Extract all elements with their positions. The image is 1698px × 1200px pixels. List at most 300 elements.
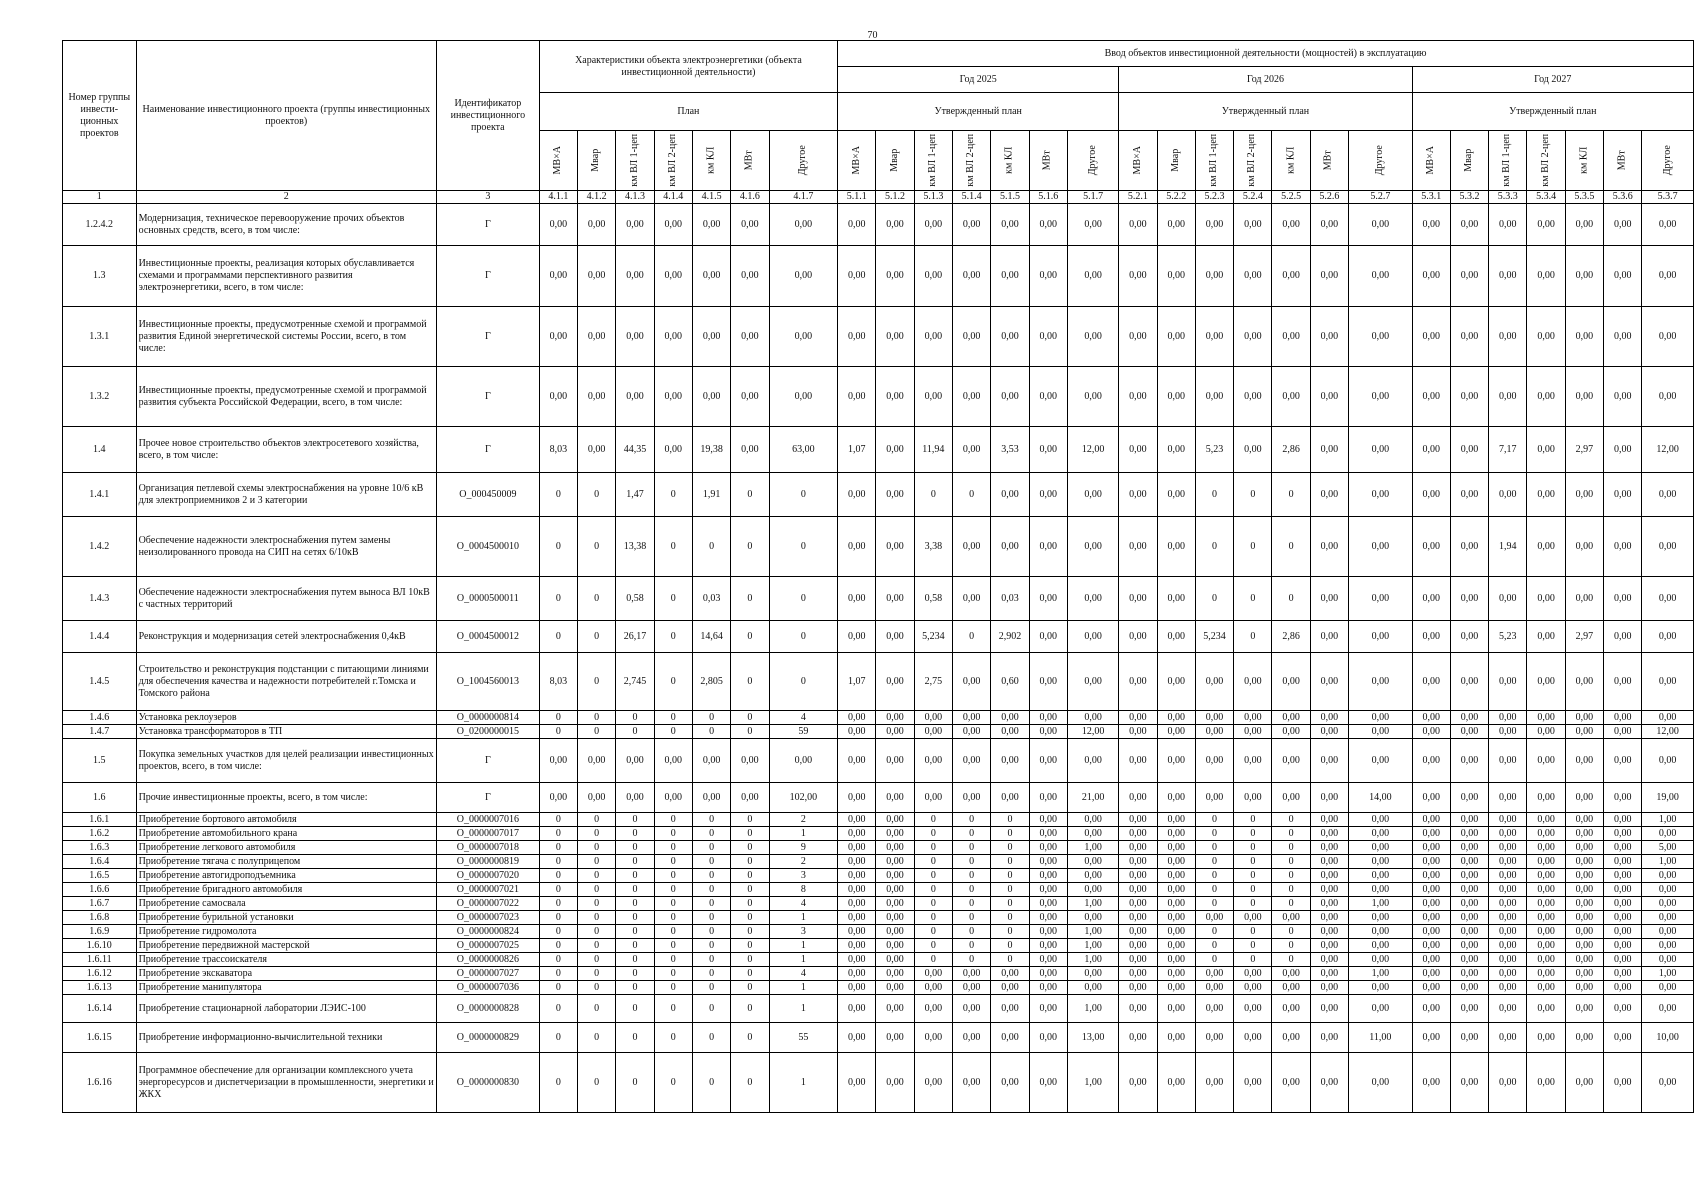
column-number: 5.3.3: [1489, 191, 1527, 204]
value-cell: 0,00: [1067, 473, 1118, 517]
value-cell: 4: [769, 967, 838, 981]
value-cell: 0,00: [1604, 473, 1642, 517]
value-cell: 0,00: [1642, 953, 1694, 967]
value-cell: 1: [769, 953, 838, 967]
value-cell: 0,00: [1565, 711, 1603, 725]
value-cell: 0: [616, 995, 654, 1023]
value-cell: 0,00: [1527, 725, 1565, 739]
value-cell: 0,00: [1029, 517, 1067, 577]
value-cell: 0,00: [953, 783, 991, 813]
value-cell: 0: [578, 841, 616, 855]
value-cell: 11,94: [914, 427, 952, 473]
value-cell: 0,00: [1195, 995, 1233, 1023]
value-cell: 0,00: [953, 427, 991, 473]
value-cell: 0,00: [914, 995, 952, 1023]
unit-header-cell: [1029, 131, 1067, 191]
project-name-cell: Приобретение стационарной лаборатории ЛЭИС-100: [136, 995, 436, 1023]
value-cell: 0,00: [1565, 307, 1603, 367]
value-cell: 0,00: [1527, 577, 1565, 621]
value-cell: 0,00: [1157, 855, 1195, 869]
value-cell: 0,00: [1195, 246, 1233, 307]
header-approved-plan-2027: Утвержденный план: [1412, 93, 1693, 131]
value-cell: 0: [654, 473, 692, 517]
value-cell: 5,234: [1195, 621, 1233, 653]
value-cell: 0,00: [1195, 307, 1233, 367]
value-cell: 0,00: [1272, 653, 1310, 711]
project-name-cell: Установка трансформаторов в ТП: [136, 725, 436, 739]
value-cell: 0,00: [1412, 855, 1450, 869]
value-cell: 0,00: [953, 367, 991, 427]
value-cell: 0: [539, 925, 577, 939]
value-cell: 0: [914, 897, 952, 911]
project-name-cell: Приобретение самосвала: [136, 897, 436, 911]
unit-header-cell: [1310, 131, 1348, 191]
table-header: [63, 41, 1694, 204]
value-cell: 0: [731, 855, 769, 869]
value-cell: 0,00: [1157, 813, 1195, 827]
value-cell: 0,00: [1565, 841, 1603, 855]
value-cell: 0,00: [1527, 1053, 1565, 1113]
value-cell: 0,00: [1527, 841, 1565, 855]
value-cell: 0: [731, 473, 769, 517]
value-cell: 0,00: [1310, 883, 1348, 897]
value-cell: 0,00: [1565, 869, 1603, 883]
value-cell: 0,00: [1157, 939, 1195, 953]
column-number: 3: [436, 191, 539, 204]
value-cell: 0,00: [1527, 246, 1565, 307]
value-cell: 0,00: [1119, 939, 1157, 953]
group-number-cell: 1.6.1: [63, 813, 137, 827]
value-cell: 0,00: [654, 427, 692, 473]
value-cell: 1,00: [1067, 925, 1118, 939]
value-cell: 0,00: [1119, 621, 1157, 653]
value-cell: 0: [953, 855, 991, 869]
value-cell: 0: [1272, 953, 1310, 967]
value-cell: 0: [731, 995, 769, 1023]
unit-label: МВт: [1041, 150, 1053, 171]
value-cell: 2,97: [1565, 621, 1603, 653]
value-cell: 0,00: [1310, 911, 1348, 925]
value-cell: 0: [1272, 813, 1310, 827]
value-cell: 0,00: [1489, 897, 1527, 911]
value-cell: 0,00: [1119, 953, 1157, 967]
value-cell: 0,00: [1527, 939, 1565, 953]
value-cell: 0,00: [991, 1053, 1029, 1113]
value-cell: 0,00: [1195, 911, 1233, 925]
value-cell: 0,00: [1157, 981, 1195, 995]
value-cell: 0: [1234, 883, 1272, 897]
unit-label: Другое: [1661, 145, 1673, 176]
value-cell: 0,00: [1527, 981, 1565, 995]
value-cell: 0: [731, 653, 769, 711]
value-cell: 0,00: [1565, 911, 1603, 925]
value-cell: 0: [769, 577, 838, 621]
table-row: [63, 427, 1694, 473]
value-cell: 0: [578, 869, 616, 883]
value-cell: 0: [731, 925, 769, 939]
value-cell: 0: [616, 953, 654, 967]
project-name-cell: Установка реклоузеров: [136, 711, 436, 725]
value-cell: 0: [769, 517, 838, 577]
column-number: 5.2.7: [1349, 191, 1413, 204]
unit-header-cell: [1412, 131, 1450, 191]
value-cell: 0,00: [1272, 995, 1310, 1023]
value-cell: 0: [692, 711, 730, 725]
value-cell: 0,00: [1310, 725, 1348, 739]
value-cell: 0: [616, 827, 654, 841]
project-name-cell: Обеспечение надежности электроснабжения путем выноса ВЛ 10кВ с частных территорий: [136, 577, 436, 621]
unit-label: км ВЛ 1-цеп: [1208, 134, 1220, 187]
value-cell: 0,00: [1349, 855, 1413, 869]
project-id-cell: Г: [436, 307, 539, 367]
value-cell: 0,00: [1310, 577, 1348, 621]
value-cell: 0,00: [1119, 827, 1157, 841]
value-cell: 0: [991, 869, 1029, 883]
value-cell: 0,00: [1565, 725, 1603, 739]
value-cell: 0: [731, 725, 769, 739]
value-cell: 0,00: [1450, 711, 1488, 725]
value-cell: 0,00: [1642, 869, 1694, 883]
value-cell: 0: [616, 869, 654, 883]
value-cell: 0: [731, 897, 769, 911]
unit-label: МВт: [1323, 150, 1335, 171]
value-cell: 0,00: [1604, 883, 1642, 897]
value-cell: 0,00: [914, 307, 952, 367]
value-cell: 0: [616, 813, 654, 827]
value-cell: 0: [578, 711, 616, 725]
value-cell: 0,00: [838, 783, 876, 813]
value-cell: 0,00: [1642, 827, 1694, 841]
value-cell: 0,00: [1450, 897, 1488, 911]
value-cell: 0: [539, 855, 577, 869]
value-cell: 0,00: [1565, 939, 1603, 953]
value-cell: 0,00: [1119, 577, 1157, 621]
table-row: [63, 841, 1694, 855]
value-cell: 0,00: [1157, 653, 1195, 711]
value-cell: 0,00: [1195, 653, 1233, 711]
value-cell: 0,00: [1604, 939, 1642, 953]
value-cell: 0,00: [1272, 204, 1310, 246]
value-cell: 0,00: [1119, 967, 1157, 981]
group-number-cell: 1.4: [63, 427, 137, 473]
value-cell: 0,00: [1310, 967, 1348, 981]
project-id-cell: О_0000000826: [436, 953, 539, 967]
unit-header-cell: [1119, 131, 1157, 191]
value-cell: 0,00: [1119, 911, 1157, 925]
value-cell: 0,00: [692, 783, 730, 813]
value-cell: 0: [1234, 869, 1272, 883]
unit-label: км КЛ: [1284, 146, 1296, 175]
value-cell: 0,00: [1604, 577, 1642, 621]
column-number: 4.1.6: [731, 191, 769, 204]
value-cell: 0,00: [1527, 367, 1565, 427]
unit-label: МВт: [1616, 150, 1628, 171]
value-cell: 0: [692, 967, 730, 981]
group-number-cell: 1.4.3: [63, 577, 137, 621]
value-cell: 0,00: [991, 367, 1029, 427]
value-cell: 0,00: [1310, 981, 1348, 995]
project-name-cell: Приобретение информационно-вычислительной техники: [136, 1023, 436, 1053]
value-cell: 0: [769, 621, 838, 653]
value-cell: 0,00: [1412, 995, 1450, 1023]
unit-label: км КЛ: [705, 146, 717, 175]
value-cell: 0: [578, 855, 616, 869]
value-cell: 0,00: [1489, 953, 1527, 967]
value-cell: 0,00: [1067, 307, 1118, 367]
value-cell: 0: [953, 621, 991, 653]
value-cell: 0,00: [1157, 307, 1195, 367]
value-cell: 0,00: [1642, 621, 1694, 653]
column-number: 5.2.4: [1234, 191, 1272, 204]
unit-header-cell: [1195, 131, 1233, 191]
value-cell: 0: [616, 883, 654, 897]
value-cell: 0,00: [1029, 473, 1067, 517]
project-id-cell: О_1004560013: [436, 653, 539, 711]
unit-header-cell: [1565, 131, 1603, 191]
value-cell: 0,00: [578, 783, 616, 813]
value-cell: 0,00: [1489, 1023, 1527, 1053]
value-cell: 0,00: [1029, 981, 1067, 995]
value-cell: 0,00: [1234, 967, 1272, 981]
value-cell: 0,00: [1119, 367, 1157, 427]
value-cell: 0,00: [1412, 897, 1450, 911]
value-cell: 0,00: [1029, 813, 1067, 827]
value-cell: 0,00: [1450, 1053, 1488, 1113]
value-cell: 0: [616, 981, 654, 995]
value-cell: 0,00: [1450, 967, 1488, 981]
value-cell: 0,00: [539, 246, 577, 307]
value-cell: 0,00: [1527, 897, 1565, 911]
value-cell: 0,00: [1119, 883, 1157, 897]
value-cell: 0,00: [1642, 739, 1694, 783]
project-name-cell: Приобретение экскаватора: [136, 967, 436, 981]
value-cell: 0: [578, 1053, 616, 1113]
value-cell: 1: [769, 911, 838, 925]
value-cell: 0: [654, 813, 692, 827]
value-cell: 0,00: [578, 246, 616, 307]
value-cell: 0,00: [1310, 653, 1348, 711]
value-cell: 0,00: [1604, 813, 1642, 827]
value-cell: 0,00: [654, 307, 692, 367]
group-number-cell: 1.6.2: [63, 827, 137, 841]
unit-label: МВт: [743, 150, 755, 171]
unit-header-cell: [1489, 131, 1527, 191]
value-cell: 0,00: [1450, 1023, 1488, 1053]
value-cell: 0,00: [1489, 883, 1527, 897]
value-cell: 0,00: [1067, 577, 1118, 621]
value-cell: 0,00: [1604, 953, 1642, 967]
value-cell: 0,00: [838, 367, 876, 427]
value-cell: 0: [654, 855, 692, 869]
value-cell: 0,00: [1157, 427, 1195, 473]
value-cell: 0: [539, 1053, 577, 1113]
value-cell: 0,00: [1067, 204, 1118, 246]
value-cell: 0,00: [876, 995, 914, 1023]
value-cell: 0: [914, 473, 952, 517]
value-cell: 0: [991, 855, 1029, 869]
value-cell: 0,00: [876, 246, 914, 307]
value-cell: 0,00: [1119, 925, 1157, 939]
value-cell: 0: [578, 1023, 616, 1053]
value-cell: 0,00: [1310, 827, 1348, 841]
value-cell: 0: [616, 1053, 654, 1113]
value-cell: 0: [692, 953, 730, 967]
value-cell: 0,00: [539, 367, 577, 427]
value-cell: 0,00: [1412, 246, 1450, 307]
project-name-cell: Инвестиционные проекты, предусмотренные схемой и программой развития субъекта Российской Федерации, всего, в том числе:: [136, 367, 436, 427]
value-cell: 0,00: [1450, 517, 1488, 577]
value-cell: 0,00: [1349, 204, 1413, 246]
value-cell: 8,03: [539, 653, 577, 711]
value-cell: 0,00: [1565, 995, 1603, 1023]
group-number-cell: 1.6.13: [63, 981, 137, 995]
value-cell: 0,03: [692, 577, 730, 621]
value-cell: 0: [616, 855, 654, 869]
table-row: [63, 855, 1694, 869]
value-cell: 0,00: [539, 739, 577, 783]
value-cell: 0,00: [616, 307, 654, 367]
value-cell: 0,00: [1349, 953, 1413, 967]
value-cell: 0,00: [876, 897, 914, 911]
value-cell: 0: [692, 883, 730, 897]
value-cell: 63,00: [769, 427, 838, 473]
value-cell: 0,00: [1234, 739, 1272, 783]
value-cell: 0: [654, 897, 692, 911]
value-cell: 0,00: [914, 783, 952, 813]
unit-header-cell: [876, 131, 914, 191]
value-cell: 0: [539, 577, 577, 621]
column-number: 5.1.3: [914, 191, 952, 204]
value-cell: 0,00: [991, 1023, 1029, 1053]
value-cell: 0,00: [1310, 711, 1348, 725]
value-cell: 0: [1272, 827, 1310, 841]
value-cell: 0: [1272, 883, 1310, 897]
table-row: [63, 711, 1694, 725]
column-number: 5.2.6: [1310, 191, 1348, 204]
value-cell: 0,00: [1565, 1053, 1603, 1113]
column-number: 5.2.1: [1119, 191, 1157, 204]
value-cell: 0,00: [1412, 427, 1450, 473]
value-cell: 0,00: [1604, 427, 1642, 473]
value-cell: 0,00: [1029, 995, 1067, 1023]
value-cell: 0: [654, 711, 692, 725]
value-cell: 0,00: [1527, 711, 1565, 725]
value-cell: 0,00: [1489, 711, 1527, 725]
value-cell: 0: [991, 883, 1029, 897]
column-number: 5.1.1: [838, 191, 876, 204]
value-cell: 0,00: [1565, 813, 1603, 827]
value-cell: 0: [578, 911, 616, 925]
unit-label: км ВЛ 2-цеп: [965, 134, 977, 187]
value-cell: 0: [578, 953, 616, 967]
value-cell: 11,00: [1349, 1023, 1413, 1053]
column-number: 5.1.4: [953, 191, 991, 204]
value-cell: 0,00: [1157, 841, 1195, 855]
value-cell: 0,00: [1310, 783, 1348, 813]
value-cell: 0,00: [838, 473, 876, 517]
column-number: 4.1.3: [616, 191, 654, 204]
value-cell: 0,00: [1489, 473, 1527, 517]
value-cell: 0,00: [1029, 827, 1067, 841]
value-cell: 0,00: [1119, 517, 1157, 577]
value-cell: 0,00: [1029, 653, 1067, 711]
value-cell: 0,00: [1310, 813, 1348, 827]
unit-header-cell: [953, 131, 991, 191]
value-cell: 0,00: [1067, 517, 1118, 577]
value-cell: 0,00: [1450, 869, 1488, 883]
value-cell: 0,00: [1067, 621, 1118, 653]
value-cell: 0: [654, 925, 692, 939]
value-cell: 0,00: [953, 653, 991, 711]
value-cell: 0,00: [991, 246, 1029, 307]
table-row: [63, 621, 1694, 653]
value-cell: 0,00: [1450, 855, 1488, 869]
value-cell: 0,00: [991, 981, 1029, 995]
value-cell: 0,00: [953, 995, 991, 1023]
value-cell: 0: [914, 925, 952, 939]
column-number: 5.3.2: [1450, 191, 1488, 204]
project-id-cell: О_0000007022: [436, 897, 539, 911]
value-cell: 0,00: [578, 367, 616, 427]
value-cell: 0,00: [1450, 739, 1488, 783]
unit-label: км ВЛ 2-цеп: [1246, 134, 1258, 187]
project-name-cell: Обеспечение надежности электроснабжения путем замены неизолированного провода на СИП на сетях 6/10кВ: [136, 517, 436, 577]
project-id-cell: Г: [436, 427, 539, 473]
value-cell: 0,00: [1450, 427, 1488, 473]
value-cell: 0,00: [1527, 855, 1565, 869]
value-cell: 0,00: [876, 725, 914, 739]
value-cell: 0: [578, 621, 616, 653]
value-cell: 0,00: [1565, 653, 1603, 711]
value-cell: 1,00: [1067, 995, 1118, 1023]
value-cell: 0: [539, 995, 577, 1023]
value-cell: 0: [914, 953, 952, 967]
value-cell: 0,00: [838, 1023, 876, 1053]
value-cell: 0,00: [1565, 473, 1603, 517]
value-cell: 0,00: [1642, 1053, 1694, 1113]
value-cell: 0,00: [953, 1053, 991, 1113]
value-cell: 0,00: [876, 473, 914, 517]
value-cell: 1: [769, 995, 838, 1023]
value-cell: 0,00: [914, 204, 952, 246]
value-cell: 0: [731, 1023, 769, 1053]
value-cell: 0,00: [1234, 307, 1272, 367]
value-cell: 0: [654, 517, 692, 577]
value-cell: 0,00: [991, 739, 1029, 783]
value-cell: 0,00: [1412, 981, 1450, 995]
value-cell: 0,00: [539, 307, 577, 367]
value-cell: 0,00: [1604, 855, 1642, 869]
value-cell: 0,00: [876, 953, 914, 967]
value-cell: 0: [616, 911, 654, 925]
project-id-cell: О_0004500010: [436, 517, 539, 577]
unit-label: Другое: [1086, 145, 1098, 176]
value-cell: 0,00: [1412, 939, 1450, 953]
value-cell: 0: [1272, 473, 1310, 517]
value-cell: 0: [692, 813, 730, 827]
table-row: [63, 883, 1694, 897]
table-row: [63, 783, 1694, 813]
value-cell: 0,00: [1349, 883, 1413, 897]
value-cell: 0,00: [838, 995, 876, 1023]
value-cell: 0,00: [1604, 711, 1642, 725]
value-cell: 0,00: [1234, 911, 1272, 925]
value-cell: 0: [953, 897, 991, 911]
value-cell: 0: [578, 653, 616, 711]
value-cell: 0: [769, 653, 838, 711]
unit-label: МВ×А: [850, 146, 862, 175]
unit-header-cell: [1604, 131, 1642, 191]
